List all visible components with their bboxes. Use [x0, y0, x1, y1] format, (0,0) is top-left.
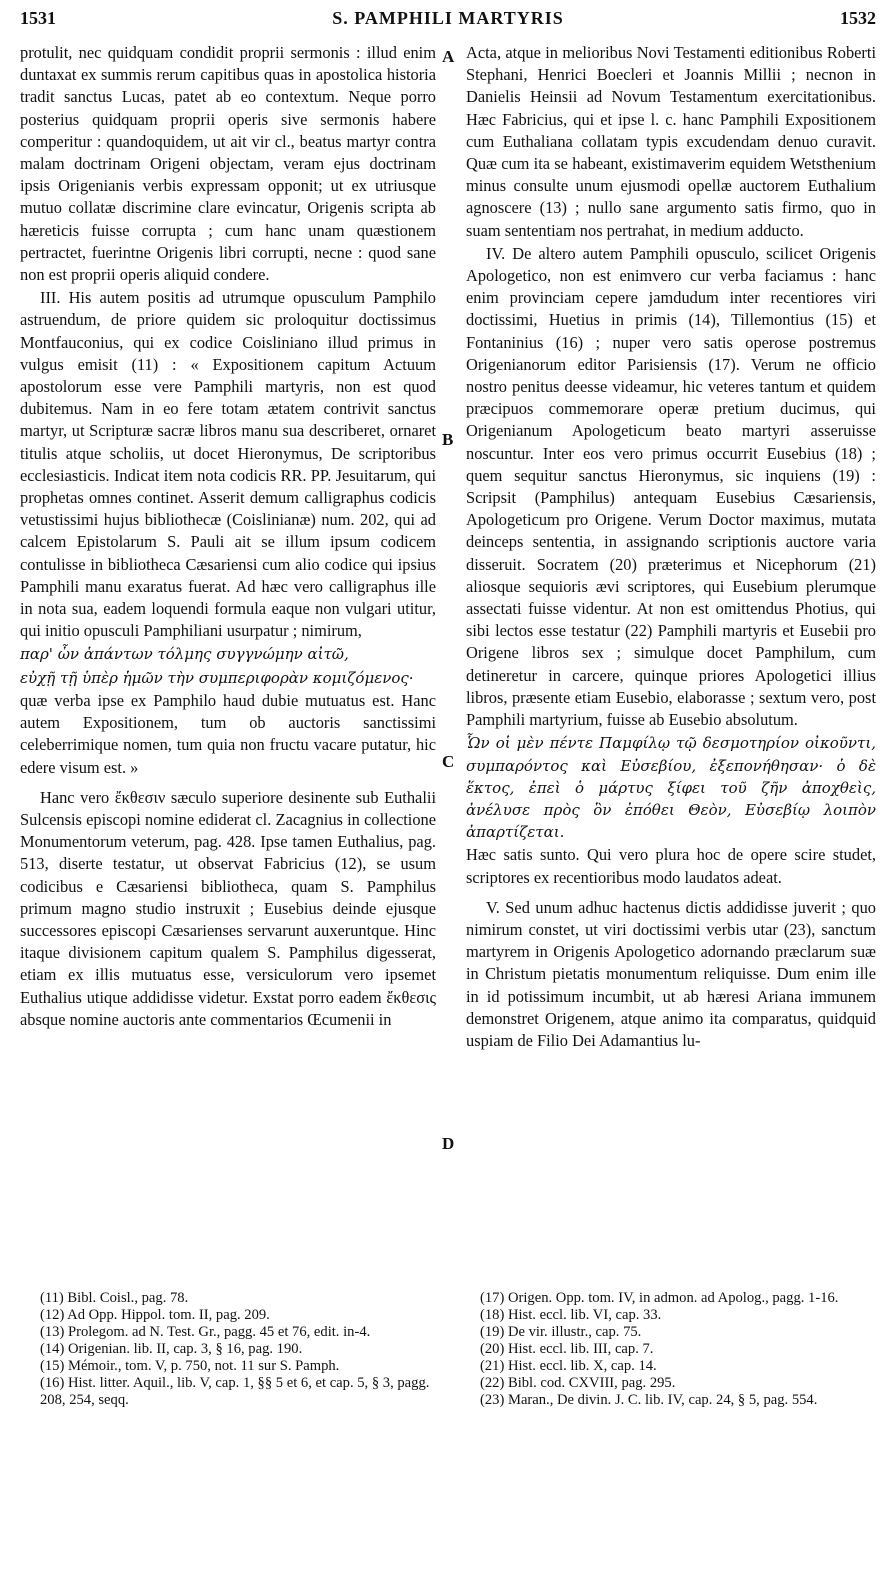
footnote: (16) Hist. litter. Aquil., lib. V, cap. 1, §§ 5 et 6, et cap. 5, § 3, pagg. 208, 254, seqq.: [40, 1375, 430, 1408]
footnote: (21) Hist. eccl. lib. X, cap. 14.: [480, 1358, 657, 1374]
running-title: S. PAMPHILI MARTYRIS: [332, 8, 564, 28]
right-paragraph-3: V. Sed unum adhuc hactenus dictis addidisse juverit ; quo nimirum constet, ut viri doctissimi verbis utar (23), sanctum martyrem in Origenis Apologetico adornando præclarum suæ in Christum pietatis monumentum reliquisse. Dum enim ille in id potissimum incumbit, ut ab hæresi Ariana immunem demonstret Origenem, atque animo ita comparatus, quidquid uspiam de Filio Dei Adamantius lu-: [466, 897, 876, 1050]
footnotes-left: [40, 1290, 436, 1409]
left-column: [20, 42, 436, 1031]
page-header: [20, 6, 876, 32]
footnote: (12) Ad Opp. Hippol. tom. II, pag. 209.: [40, 1307, 270, 1323]
left-paragraph-1: protulit, nec quidquam condidit proprii sermonis : illud enim duntaxat ex summis rerum capitibus quas in apostolica historia tradit sanctus Lucas, patet ab eo contextum. Neque porro posterius quidquam proprii operis sive sermonis habere comperitur : quandoquidem, ut ait vir cl., beatus martyr contra malam doctrinam Origeni objectam, veram ejus doctrinam ipsis Origenianis verbis expressam opponit; ut ex utriusque mutuo collatæ discrimine clare evincatur, Origenis scripta ab hæreticis fuisse corrupta ; cum hanc unam quæstionem pertractet, fuerintne Origenis libri corrupti, necne : quod sane non est proprii operis aliquid condere.: [20, 43, 436, 285]
footnote: (14) Origenian. lib. II, cap. 3, § 16, pag. 190.: [40, 1341, 303, 1357]
margin-marker-b: B: [442, 430, 454, 449]
footnote: (23) Maran., De divin. J. C. lib. IV, cap. 24, § 5, pag. 554.: [480, 1392, 818, 1408]
right-paragraph-2: IV. De altero autem Pamphili opusculo, scilicet Origenis Apologetico, non est enimvero cur verba faciamus : hanc enim provinciam cepere jamdudum inter recentiores viri doctissimi, Huetius in primis (14), Tillemontius (15) et Fontaninius (16) ; nuper vero satis operose postremus Origenianorum editor Parisiensis (17). Verum ne officio nostro penitus deesse videamur, hic veteres tantum et quidem præcipuos commemorare operæ pretium ducimus, qui Origenianum Apologeticum beato martyri asseruisse noscuntur. Inter eos vero primus occurrit Eusebius (18) ; quem sequitur sanctus Hieronymus, sic inquiens (19) : Scripsit (Pamphilus) antequam Eusebius Cæsariensis, Apologeticum pro Origene. Verum Doctor maximus, mutata deinceps sententia, in assignando scriptionis auctore varia disseruit. Socratem (20) præterimus et Nicephorum (21) aliosque sequioris ævi scriptores, qui Eusebium plerumque assectati fuisse videntur. At non est omittendus Photius, qui sibi lectos esse testatur (22) Pamphili martyris et Eusebii pro Origene libros sex ; simulque docet Pamphilum, cum detineretur in carcere, quinque priores Apologetici illius libros, præsente etiam Eusebio, elaborasse ; sextum vero, post Pamphili martyrium, fuisse ab Eusebio absolutum.: [466, 243, 876, 730]
greek-quote-line-2: εὐχῇ τῇ ὑπὲρ ἡμῶν τὴν συμπεριφορὰν κομιζόμενος·: [20, 668, 414, 687]
right-paragraph-1: Acta, atque in melioribus Novi Testamenti editionibus Roberti Stephani, Henrici Boecleri et Joannis Millii ; necnon in Danielis Heinsii ad Novum Testamentum exercitationibus. Hæc Fabricius, qui et ipse l. c. hanc Pamphili Expositionem cum Euthaliana collatam typis excudendam denuo curavit. Quæ cum ita se habeant, existimaverim equidem Wetsthenium minus consulte unum ejusmodi opellæ auctorem Euthalium agnoscere (13) ; nullo sane argumento satis firmo, quo in suam sententiam nos pertrahat, in medium adducto.: [466, 43, 876, 240]
footnote: (19) De vir. illustr., cap. 75.: [480, 1324, 642, 1340]
footnote: (11) Bibl. Coisl., pag. 78.: [40, 1290, 189, 1306]
footnotes-right: [480, 1290, 876, 1409]
footnote: (18) Hist. eccl. lib. VI, cap. 33.: [480, 1307, 662, 1323]
footnote: (15) Mémoir., tom. V, p. 750, not. 11 sur S. Pamph.: [40, 1358, 340, 1374]
page-number-left: 1531: [20, 8, 56, 28]
left-paragraph-2: III. His autem positis ad utrumque opusculum Pamphilo astruendum, de priore quidem sic proloquitur doctissimus Montfauconius, qui ex codice Coisliniano illud primus in vulgus emisit (11) : « Expositionem capitum Actuum apostolorum esse vere Pamphili martyris, non est quod dubitemus. Nam in eo fere totam ætatem contrivit sanctus martyr, ut Scripturæ sacræ libros manu sua describeret, ornaret titulis atque scholiis, ut docet Hieronymus, De scriptoribus ecclesiasticis. Indicat item nota codicis RR. PP. Jesuitarum, qui prophetas omnes continet. Asserit demum calligraphus codicis vetustissimi hujus bibliothecæ (Coislinianæ) num. 202, qui ad calcem Epistolarum S. Pauli ait se illum ipsum codicem contulisse in bibliotheca Cæsariensi cum alio codice qui ipsius Pamphili manu exaratus fuerat. Ad hæc vero calligraphus ille in nota sua, eadem loquendi formula eaque non vulgari utitur, qui initio opusculi Pamphiliani usurpatur ; nimirum,: [20, 288, 436, 641]
left-paragraph-3: Hanc vero ἔκθεσιν sæculo superiore desinente sub Euthalii Sulcensis episcopi nomine ediderat cl. Zacagnius in collectione Monumentorum veterum, pag. 428. Ipse tamen Euthalius, pag. 513, diserte testatur, ut observat Fabricius (12), se usum codicibus e Cæsariensi bibliotheca, quam S. Pamphilus primum magno studio instruxit ; Eusebius deinde ejusque successores episcopi Cæsarienses servarunt auxeruntque. Hinc itaque divisionem capitum qualem S. Pamphilus digesserat, etiam ex illis mutuatus esse, versiculorum vero ipsemet Euthalius utique addidisse videtur. Exstat porro eadem ἔκθεσις absque nomine auctoris ante commentarios Œcumenii in: [20, 787, 436, 1029]
footnote: (20) Hist. eccl. lib. III, cap. 7.: [480, 1341, 654, 1357]
footnote: (13) Prolegom. ad N. Test. Gr., pagg. 45 et 76, edit. in-4.: [40, 1324, 371, 1340]
margin-marker-c: C: [442, 752, 455, 771]
margin-marker-a: A: [442, 47, 455, 66]
footnote: (17) Origen. Opp. tom. IV, in admon. ad Apolog., pagg. 1-16.: [480, 1290, 839, 1306]
right-paragraph-2-end: Hæc satis sunto. Qui vero plura hoc de opere scire studet, scriptores ex recentioribus modo laudatos adeat.: [466, 845, 876, 887]
greek-quote-line-1: παρ' ὧν ἁπάντων τόλμης συγγνώμην αἰτῶ,: [20, 645, 349, 664]
page-number-right: 1532: [840, 8, 876, 28]
right-column: [466, 42, 876, 1052]
left-paragraph-2-end: quæ verba ipse ex Pamphilo haud dubie mutuatus est. Hanc autem Expositionem, tum ob auctoris sanctissimi celeberrimique nomen, tum quia non fructu vacare putatur, hic edere visum est. »: [20, 690, 436, 777]
footnote: (22) Bibl. cod. CXVIII, pag. 295.: [480, 1375, 676, 1391]
greek-photius-quote: Ὧν οἱ μὲν πέντε Παμφίλῳ τῷ δεσμοτηρίον οἰκοῦντι, συμπαρόντος καὶ Εὐσεβίου, ἐξεπονήθησαν· ὁ δὲ ἕκτος, ἐπεὶ ὁ μάρτυς ξίφει τοῦ ζῆν ἀποχθεὶς, ἀνέλυσε πρὸς ὃν ἐπόθει Θεὸν, Εὐσεβίῳ λοιπὸν ἀπαρτίζεται.: [466, 734, 876, 842]
margin-marker-d: D: [442, 1134, 455, 1153]
